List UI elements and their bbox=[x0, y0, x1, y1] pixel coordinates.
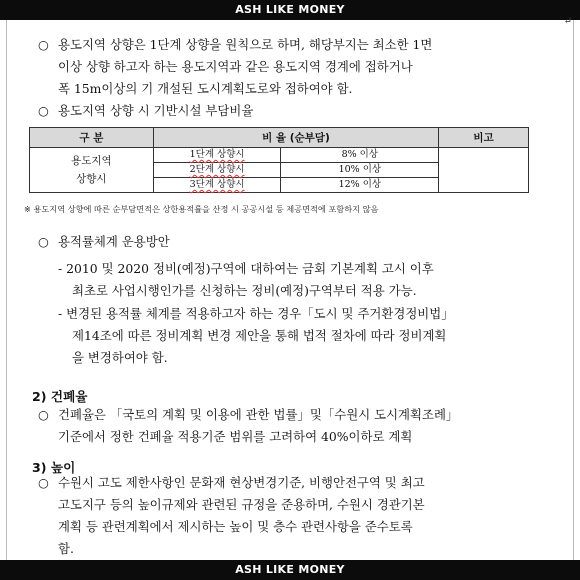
group-label-line-1: 용도지역 bbox=[71, 155, 112, 167]
stage-cell: 1단계 상향시 bbox=[153, 148, 281, 163]
dash-item-2 bbox=[58, 303, 454, 369]
table-row bbox=[30, 148, 529, 163]
paragraph-zoning-upgrade bbox=[38, 34, 432, 100]
ratio-cell: 10% 이상 bbox=[281, 163, 439, 178]
bullet-icon: ○ bbox=[38, 475, 49, 490]
dash2-line-2: 제14조에 따른 정비계획 변경 제안을 통해 법적 절차에 따라 정비계획 bbox=[72, 328, 447, 343]
top-banner: ASH LIKE MONEY bbox=[0, 0, 580, 20]
section-heading-height: 3) 높이 bbox=[32, 460, 76, 475]
dash2-line-1: - 변경된 용적률 체계를 적용하고자 하는 경우「도시 및 주거환경정비법」 bbox=[58, 306, 454, 321]
ratio-cell: 8% 이상 bbox=[281, 148, 439, 163]
para1-line-2: 이상 상향 하고자 하는 용도지역과 같은 용도지역 경계에 접하거나 bbox=[58, 59, 413, 74]
corner-mark-icon: ↵ bbox=[563, 16, 572, 27]
group-label-cell bbox=[30, 148, 154, 193]
paragraph-infra-ratio bbox=[38, 100, 253, 122]
table-footnote: ※ 용도지역 상향에 따른 순부담면적은 상한용적률을 산정 시 공공시설 등 제공면적에 포함하지 않음 bbox=[24, 204, 379, 214]
paragraph-far-system bbox=[38, 231, 170, 253]
header-remarks: 비고 bbox=[439, 128, 529, 148]
header-ratio: 비 율 (순부담) bbox=[153, 128, 438, 148]
bullet-icon: ○ bbox=[38, 37, 49, 52]
stage-cell: 2단계 상향시 bbox=[153, 163, 281, 178]
section3-line-4: 함. bbox=[58, 541, 74, 556]
section2-line-1: 건폐율은 「국토의 계획 및 이용에 관한 법률」및「수원시 도시계획조례」 bbox=[58, 407, 459, 422]
group-label-line-2: 상향시 bbox=[76, 173, 107, 185]
paragraph-coverage bbox=[38, 404, 458, 448]
para1-line-3: 폭 15m이상의 기 개설된 도시계획도로와 접하여야 함. bbox=[58, 81, 353, 96]
section-heading-coverage: 2) 건폐율 bbox=[32, 389, 88, 404]
bullet-icon: ○ bbox=[38, 103, 49, 118]
dash1-line-2: 최초로 사업시행인가를 신청하는 정비(예정)구역부터 적용 가능. bbox=[72, 283, 417, 298]
section3-line-3: 계획 등 관련계획에서 제시하는 높이 및 층수 관련사항을 준수토록 bbox=[58, 519, 413, 534]
table-header-row bbox=[30, 128, 529, 148]
section3-line-2: 고도지구 등의 높이규제와 관련된 규정을 준용하며, 수원시 경관기본 bbox=[58, 497, 425, 512]
section3-line-1: 수원시 고도 제한사항인 문화재 현상변경기준, 비행안전구역 및 최고 bbox=[58, 475, 425, 490]
dash1-line-1: - 2010 및 2020 정비(예정)구역에 대하여는 금회 기본계획 고시 이후 bbox=[58, 261, 434, 276]
para3-text: 용적률체계 운용방안 bbox=[58, 234, 170, 249]
dash-item-1 bbox=[58, 258, 434, 302]
remarks-cell bbox=[439, 148, 529, 193]
stage-cell: 3단계 상향시 bbox=[153, 178, 281, 193]
dash2-line-3: 을 변경하여야 함. bbox=[72, 350, 168, 365]
bullet-icon: ○ bbox=[38, 234, 49, 249]
para1-line-1: 용도지역 상향은 1단계 상향을 원칙으로 하며, 해당부지는 최소한 1면 bbox=[58, 37, 433, 52]
paragraph-height bbox=[38, 472, 425, 560]
ratio-cell: 12% 이상 bbox=[281, 178, 439, 193]
header-category: 구 분 bbox=[30, 128, 154, 148]
bottom-banner: ASH LIKE MONEY bbox=[0, 560, 580, 580]
infra-ratio-table bbox=[29, 127, 529, 193]
bullet-icon: ○ bbox=[38, 407, 49, 422]
para2-text: 용도지역 상향 시 기반시설 부담비율 bbox=[58, 103, 254, 118]
section2-line-2: 기준에서 정한 건폐율 적용기준 범위를 고려하여 40%이하로 계획 bbox=[58, 429, 413, 444]
